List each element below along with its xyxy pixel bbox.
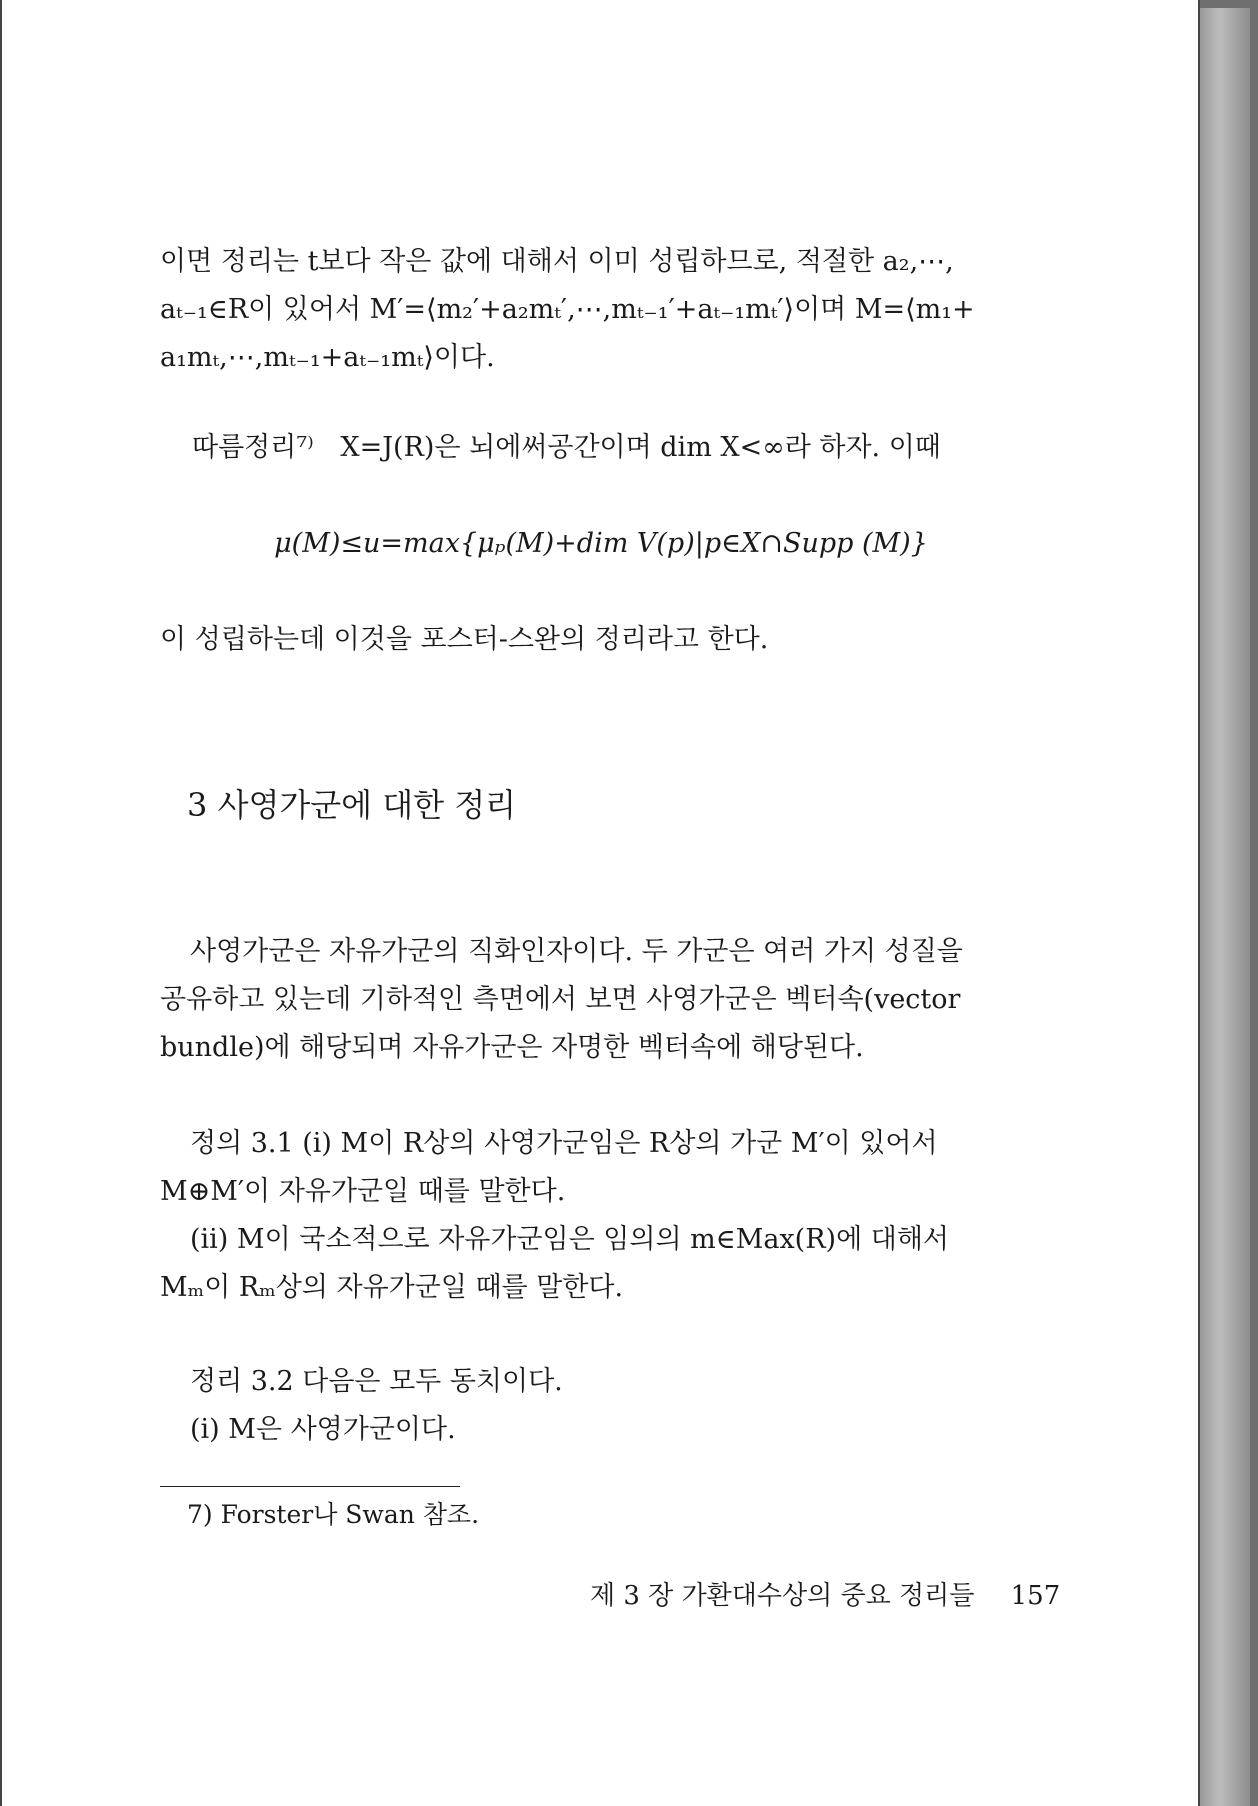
footnote-divider <box>160 1486 460 1487</box>
text-line: Mₘ이 Rₘ상의 자유가군일 때를 말한다. <box>160 1272 624 1303</box>
corollary <box>192 424 1042 472</box>
formula <box>160 520 1042 568</box>
text-line: bundle)에 해당되며 자유가군은 자명한 벡터속에 해당된다. <box>160 1032 864 1063</box>
after-formula <box>160 616 1042 664</box>
text-line: 정리 3.2 다음은 모두 동치이다. <box>190 1366 563 1397</box>
paragraph-proof-end <box>160 238 1042 382</box>
text-line: aₜ₋₁∈R이 있어서 M′=⟨m₂′+a₂mₜ′,⋯,mₜ₋₁′+aₜ₋₁mₜ′⟩이며 M=⟨m₁+ <box>160 294 975 325</box>
page-edge-shadow <box>1200 8 1250 1806</box>
definition-3-1 <box>160 1120 1042 1312</box>
text-line: 이면 정리는 t보다 작은 값에 대해서 이미 성립하므로, 적절한 a₂,⋯, <box>160 246 954 277</box>
text-line: a₁mₜ,⋯,mₜ₋₁+aₜ₋₁mₜ⟩이다. <box>160 342 495 373</box>
paragraph-projective <box>160 928 1042 1072</box>
running-footer <box>590 1575 1060 1612</box>
text-line: 공유하고 있는데 기하적인 측면에서 보면 사영가군은 벡터속(vector <box>160 984 961 1015</box>
text-line: 정의 3.1 (i) M이 R상의 사영가군임은 R상의 가군 M′이 있어서 <box>190 1128 938 1159</box>
chapter-title: 제 3 장 가환대수상의 중요 정리들 <box>590 1581 975 1611</box>
page-number: 157 <box>1010 1581 1061 1611</box>
after-formula-text: 이 성립하는데 이것을 포스터-스완의 정리라고 한다. <box>160 624 769 655</box>
formula-text: μ(M)≤u=max{μₚ(M)+dim V(p)|p∈X∩Supp (M)} <box>274 528 928 559</box>
text-line: (i) M은 사영가군이다. <box>190 1414 456 1445</box>
text-line: (ii) M이 국소적으로 자유가군임은 임의의 m∈Max(R)에 대해서 <box>190 1224 949 1255</box>
corollary-text: X=J(R)은 뇌에써공간이며 dim X<∞라 하자. 이때 <box>340 432 941 463</box>
corollary-label: 따름정리⁷⁾ <box>192 432 314 463</box>
section-heading: 3 사영가군에 대한 정리 <box>187 786 517 824</box>
text-line: 사영가군은 자유가군의 직화인자이다. 두 가군은 여러 가지 성질을 <box>190 936 963 967</box>
footnote: 7) Forster나 Swan 참조. <box>187 1500 480 1529</box>
text-line: M⊕M′이 자유가군일 때를 말한다. <box>160 1176 566 1207</box>
theorem-3-2 <box>160 1358 1042 1454</box>
